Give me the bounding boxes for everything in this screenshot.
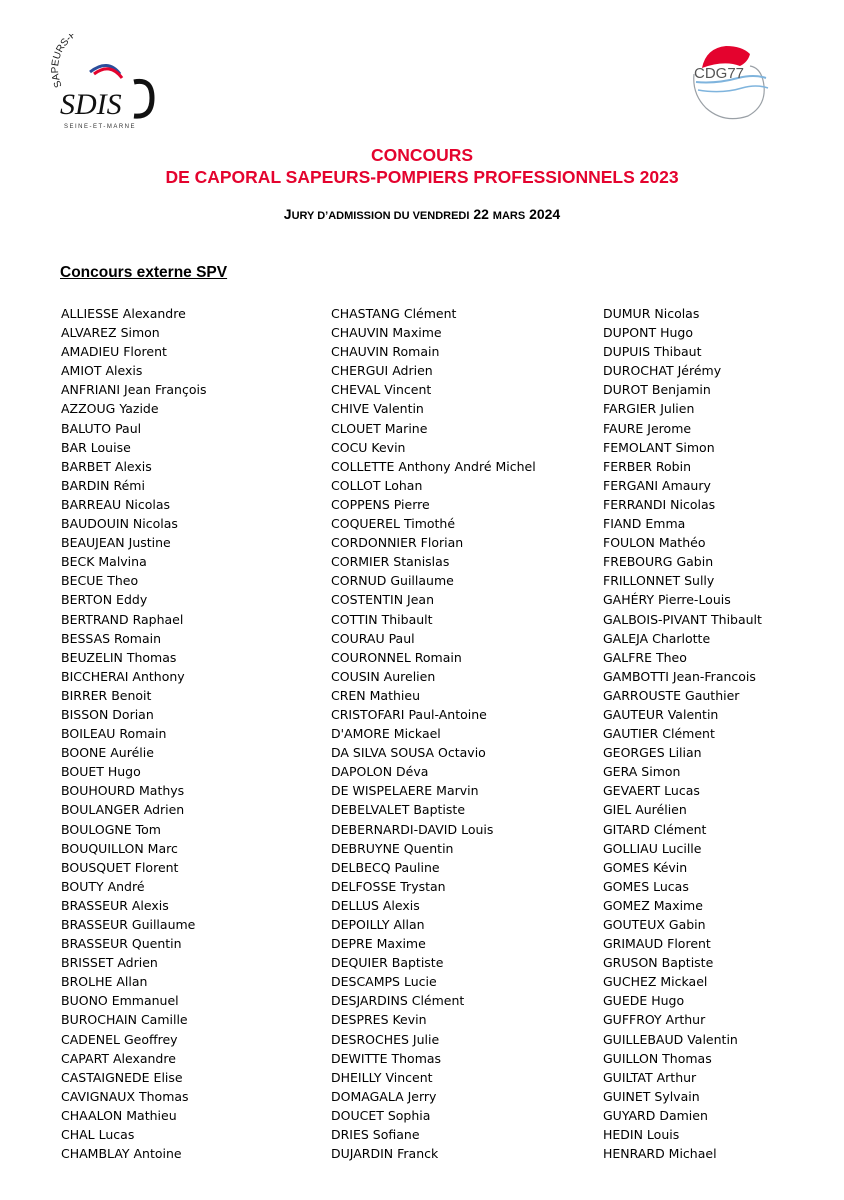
candidate-name: DEBERNARDI-DAVID Louis xyxy=(331,821,494,837)
candidate-name: CHASTANG Clément xyxy=(331,306,457,321)
cdg77-logo xyxy=(676,38,776,128)
candidate-name: BAUDOUIN Nicolas xyxy=(61,516,178,532)
candidate-name: DHEILLY Vincent xyxy=(331,1069,433,1085)
candidate-name: GITARD Clément xyxy=(603,821,707,837)
candidate-name: HEDIN Louis xyxy=(603,1127,680,1143)
candidate-name: BRASSEUR Alexis xyxy=(61,897,169,913)
candidate-name: FERRANDI Nicolas xyxy=(603,496,716,512)
candidate-name: BOUET Hugo xyxy=(61,764,141,780)
candidate-name: BALUTO Paul xyxy=(61,420,142,436)
candidate-name: GUILLON Thomas xyxy=(603,1050,712,1066)
candidate-name: FIAND Emma xyxy=(603,516,686,532)
candidate-name: CAVIGNAUX Thomas xyxy=(61,1088,189,1104)
candidate-name: BERTRAND Raphael xyxy=(61,611,184,627)
candidate-name: BARBET Alexis xyxy=(61,458,152,474)
candidate-name: GRIMAUD Florent xyxy=(603,936,711,952)
candidate-name: DESROCHES Julie xyxy=(331,1031,440,1047)
candidate-name: GUYARD Damien xyxy=(603,1107,708,1123)
candidate-name: BERTON Eddy xyxy=(61,592,148,608)
candidate-name: GUINET Sylvain xyxy=(603,1088,700,1104)
candidate-name: CHIVE Valentin xyxy=(331,401,424,417)
candidate-name: COURAU Paul xyxy=(331,630,415,646)
candidate-name: BARDIN Rémi xyxy=(61,477,145,493)
title-line-1: CONCOURS xyxy=(370,145,474,165)
candidate-name: BOULANGER Adrien xyxy=(61,802,185,818)
candidate-name: BECK Malvina xyxy=(61,554,147,570)
candidate-name: BIRRER Benoit xyxy=(61,687,152,703)
candidate-name: BICCHERAI Anthony xyxy=(61,668,185,684)
candidate-name: ANFRIANI Jean François xyxy=(61,382,207,398)
candidate-name: COLLOT Lohan xyxy=(331,477,423,493)
name-column-1 xyxy=(61,304,206,1163)
candidate-name: CASTAIGNEDE Elise xyxy=(61,1069,183,1085)
candidate-name: FRILLONNET Sully xyxy=(603,573,715,589)
candidate-name: BRASSEUR Guillaume xyxy=(61,917,196,932)
candidate-name: DUROT Benjamin xyxy=(603,382,711,398)
candidate-name: CHAUVIN Maxime xyxy=(331,325,442,341)
candidate-name: GUCHEZ Mickael xyxy=(603,974,708,990)
candidate-name: BEUZELIN Thomas xyxy=(61,649,177,665)
subtitle-month: MARS xyxy=(492,210,526,222)
candidate-name: FERGANI Amaury xyxy=(603,477,711,493)
candidate-name: DESPRES Kevin xyxy=(331,1012,427,1028)
candidate-name: CAPART Alexandre xyxy=(61,1050,176,1066)
candidate-name: BESSAS Romain xyxy=(61,630,162,646)
candidate-name: DUMUR Nicolas xyxy=(603,306,700,321)
candidate-name: BOILEAU Romain xyxy=(61,726,167,742)
candidate-name: CHAUVIN Romain xyxy=(331,344,440,360)
section-title: Concours externe SPV xyxy=(60,264,228,281)
candidate-name: DEPOILLY Allan xyxy=(331,917,425,932)
candidate-name: BISSON Dorian xyxy=(61,706,154,722)
name-column-2 xyxy=(331,304,536,1163)
subtitle xyxy=(0,206,844,222)
candidate-name: FAURE Jerome xyxy=(603,420,692,436)
candidate-name: DEBRUYNE Quentin xyxy=(331,840,454,856)
candidate-name: ALLIESSE Alexandre xyxy=(61,306,186,321)
candidate-name: FARGIER Julien xyxy=(603,401,695,417)
candidate-name: GOUTEUX Gabin xyxy=(603,917,706,932)
title-line-2: DE CAPORAL SAPEURS-POMPIERS PROFESSIONNELS 2023 xyxy=(165,167,679,187)
name-column-3 xyxy=(603,304,762,1163)
candidate-name: GEVAERT Lucas xyxy=(603,783,700,799)
svg-text:SEINE-ET-MARNE: SEINE-ET-MARNE xyxy=(64,124,137,130)
candidate-name: CRISTOFARI Paul-Antoine xyxy=(331,706,487,722)
subtitle-j: J xyxy=(283,206,292,222)
candidate-name: DE WISPELAERE Marvin xyxy=(331,783,479,799)
candidate-name: COQUEREL Timothé xyxy=(331,516,456,532)
candidate-name: CHERGUI Adrien xyxy=(331,363,433,379)
candidate-name: COUSIN Aurelien xyxy=(331,668,436,684)
sdis-logo xyxy=(50,34,166,130)
candidate-name: DESJARDINS Clément xyxy=(331,993,465,1009)
candidate-name: DELLUS Alexis xyxy=(331,897,420,913)
candidate-name: BOUTY André xyxy=(61,878,145,894)
candidate-name: HENRARD Michael xyxy=(603,1146,717,1162)
candidate-name: GOMEZ Maxime xyxy=(603,897,703,913)
candidate-name: BOUQUILLON Marc xyxy=(61,840,178,856)
candidate-name: GERA Simon xyxy=(603,764,681,780)
candidate-name: CORMIER Stanislas xyxy=(331,554,450,570)
candidate-name: BRASSEUR Quentin xyxy=(61,936,182,952)
candidate-name: CLOUET Marine xyxy=(331,420,428,436)
candidate-name: DESCAMPS Lucie xyxy=(331,974,437,990)
candidate-name: DAPOLON Déva xyxy=(331,764,429,780)
candidate-name: BOUSQUET Florent xyxy=(61,859,179,875)
candidate-name: COURONNEL Romain xyxy=(331,649,462,665)
candidate-name: CREN Mathieu xyxy=(331,687,420,703)
candidate-name: BROLHE Allan xyxy=(61,974,148,990)
candidate-name: FEMOLANT Simon xyxy=(603,439,715,455)
candidate-name: BOULOGNE Tom xyxy=(61,821,161,837)
candidate-name: DEBELVALET Baptiste xyxy=(331,802,466,818)
candidate-name: DEPRE Maxime xyxy=(331,936,426,952)
subtitle-year: 2024 xyxy=(529,206,561,222)
svg-text:SDIS: SDIS xyxy=(60,88,122,121)
candidate-name: GIEL Aurélien xyxy=(603,802,687,818)
candidate-name: FREBOURG Gabin xyxy=(603,554,714,570)
candidate-name: BAR Louise xyxy=(61,439,131,455)
candidate-name: DRIES Sofiane xyxy=(331,1127,420,1143)
candidate-name: CHEVAL Vincent xyxy=(331,382,432,398)
subtitle-day: 22 xyxy=(473,206,489,222)
candidate-name: DELFOSSE Trystan xyxy=(331,878,446,894)
subtitle-text: URY D’ADMISSION DU VENDREDI xyxy=(291,210,470,222)
candidate-name: GAMBOTTI Jean-Francois xyxy=(603,668,756,684)
candidate-name: AMADIEU Florent xyxy=(61,344,167,360)
candidate-name: AMIOT Alexis xyxy=(61,363,143,379)
candidate-name: GRUSON Baptiste xyxy=(603,955,714,971)
candidate-name: BECUE Theo xyxy=(61,573,139,589)
candidate-name: DELBECQ Pauline xyxy=(331,859,440,875)
candidate-name: BARREAU Nicolas xyxy=(61,496,171,512)
candidate-name: D'AMORE Mickael xyxy=(331,726,441,742)
candidate-name: COPPENS Pierre xyxy=(331,496,430,512)
candidate-name: GALEJA Charlotte xyxy=(603,630,711,646)
candidate-name: BOONE Aurélie xyxy=(61,745,154,761)
candidate-name: DOMAGALA Jerry xyxy=(331,1088,437,1104)
candidate-name: CORDONNIER Florian xyxy=(331,535,464,551)
candidate-name: GOMES Lucas xyxy=(603,878,689,894)
candidate-name: DUJARDIN Franck xyxy=(331,1146,439,1162)
candidate-name: GOMES Kévin xyxy=(603,859,688,875)
candidate-name: GUFFROY Arthur xyxy=(603,1012,706,1028)
candidate-name: CADENEL Geoffrey xyxy=(61,1031,178,1047)
candidate-name: AZZOUG Yazide xyxy=(61,401,159,417)
candidate-name: DUPONT Hugo xyxy=(603,325,694,341)
candidate-name: DOUCET Sophia xyxy=(331,1107,431,1123)
candidate-name: GALBOIS-PIVANT Thibault xyxy=(603,611,762,627)
candidate-name: GAUTIER Clément xyxy=(603,726,715,742)
candidate-name: GAHÉRY Pierre-Louis xyxy=(603,592,731,608)
candidate-name: BUONO Emmanuel xyxy=(61,993,179,1009)
sdis-arc-text: SAPEURS-P xyxy=(50,34,79,90)
candidate-name: CORNUD Guillaume xyxy=(331,573,454,589)
candidate-name: GOLLIAU Lucille xyxy=(603,840,702,856)
candidate-name: FERBER Robin xyxy=(603,458,692,474)
candidate-name: DEQUIER Baptiste xyxy=(331,955,444,971)
candidate-name: BRISSET Adrien xyxy=(61,955,158,971)
candidate-name: CHAMBLAY Antoine xyxy=(61,1146,182,1162)
candidate-name: BOUHOURD Mathys xyxy=(61,783,185,799)
candidate-name: DA SILVA SOUSA Octavio xyxy=(331,745,486,761)
candidate-name: BEAUJEAN Justine xyxy=(61,535,171,551)
candidate-name: COLLETTE Anthony André Michel xyxy=(331,458,536,474)
candidate-name: CHAALON Mathieu xyxy=(61,1107,177,1123)
candidate-name: BUROCHAIN Camille xyxy=(61,1012,188,1028)
svg-text:CDG77: CDG77 xyxy=(694,65,745,82)
candidate-name: CHAL Lucas xyxy=(61,1127,135,1143)
candidate-name: GEORGES Lilian xyxy=(603,745,702,761)
candidate-name: GUILLEBAUD Valentin xyxy=(603,1031,738,1047)
candidate-name: COCU Kevin xyxy=(331,439,406,455)
candidate-name: COTTIN Thibault xyxy=(331,611,433,627)
candidate-name: GUILTAT Arthur xyxy=(603,1069,697,1085)
candidate-name: COSTENTIN Jean xyxy=(331,592,434,608)
candidate-name: DUROCHAT Jérémy xyxy=(603,363,722,379)
candidate-name: GUEDE Hugo xyxy=(603,993,685,1009)
candidate-name: FOULON Mathéo xyxy=(603,535,706,551)
candidate-name: GAUTEUR Valentin xyxy=(603,706,719,722)
candidate-name: GALFRE Theo xyxy=(603,649,687,665)
candidate-name: DEWITTE Thomas xyxy=(331,1050,442,1066)
candidate-name: GARROUSTE Gauthier xyxy=(603,687,740,703)
candidate-name: ALVAREZ Simon xyxy=(61,325,160,341)
candidate-name: DUPUIS Thibaut xyxy=(603,344,702,360)
